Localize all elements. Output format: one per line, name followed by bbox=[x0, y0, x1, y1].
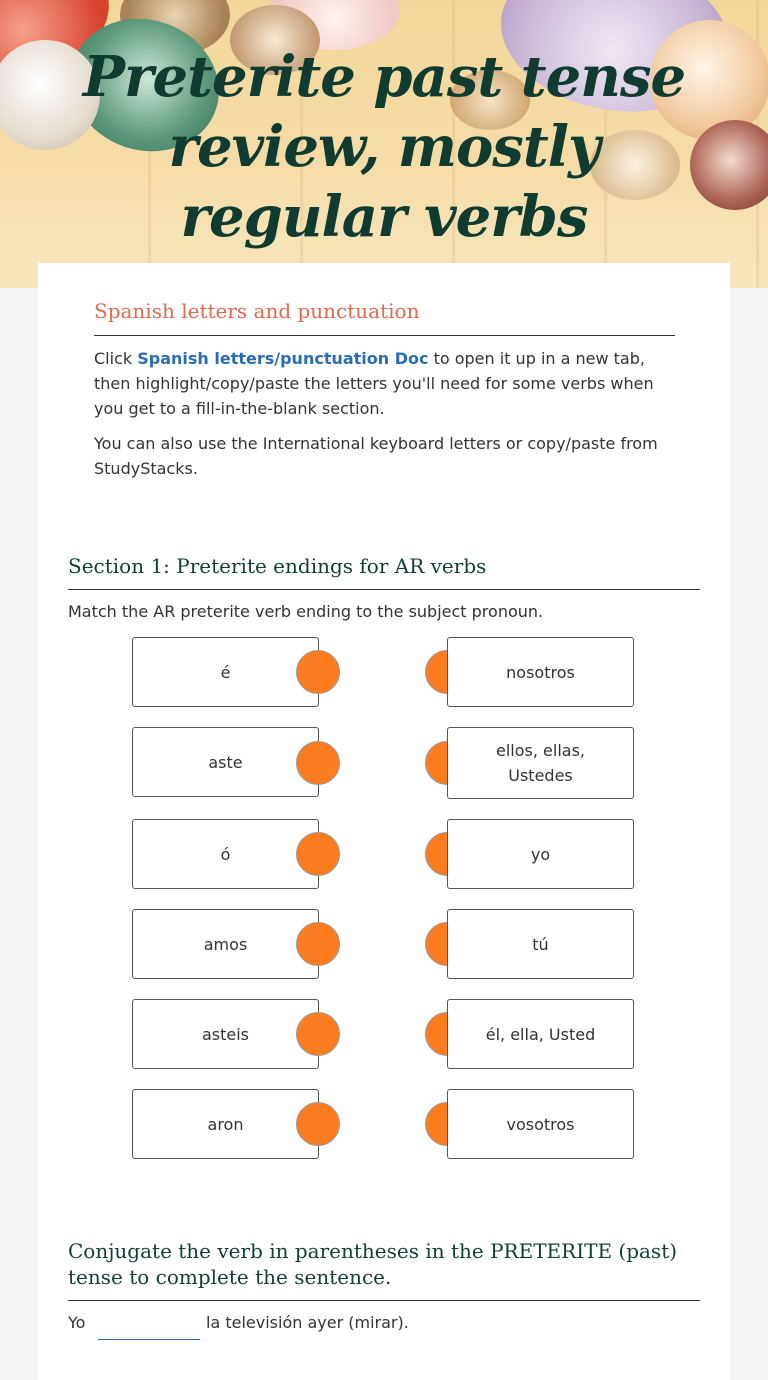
match-right-item[interactable]: yo bbox=[447, 819, 634, 889]
section-1-instruction: Match the AR preterite verb ending to the subject pronoun. bbox=[68, 602, 544, 621]
match-left-connector[interactable] bbox=[296, 922, 340, 966]
match-right-item[interactable]: nosotros bbox=[447, 637, 634, 707]
match-row bbox=[132, 1089, 636, 1159]
intro-heading: Spanish letters and punctuation bbox=[94, 299, 675, 336]
match-right-item[interactable]: ellos, ellas, Ustedes bbox=[447, 727, 634, 799]
worksheet-card bbox=[38, 263, 730, 1380]
sentence-suffix: la televisión ayer (mirar). bbox=[206, 1313, 409, 1332]
match-left-connector[interactable] bbox=[296, 650, 340, 694]
match-left-item[interactable]: é bbox=[132, 637, 319, 707]
match-left-item[interactable]: aste bbox=[132, 727, 319, 797]
match-left-item[interactable]: aron bbox=[132, 1089, 319, 1159]
match-row bbox=[132, 819, 636, 889]
conjugation-blank-input[interactable] bbox=[98, 1313, 200, 1340]
section-1-heading: Section 1: Preterite endings for AR verbs bbox=[68, 553, 700, 590]
match-left-item[interactable]: amos bbox=[132, 909, 319, 979]
letters-doc-link[interactable]: Spanish letters/punctuation Doc bbox=[137, 349, 429, 368]
intro-block bbox=[94, 299, 675, 481]
match-right-item[interactable]: vosotros bbox=[447, 1089, 634, 1159]
match-row bbox=[132, 637, 636, 707]
match-left-connector[interactable] bbox=[296, 832, 340, 876]
intro-text-suffix: to open it up in a new tab, then highlight/copy/paste the letters you'll need for some verbs when you get to a fill-in-the-blank section. bbox=[94, 349, 654, 418]
match-row bbox=[132, 727, 636, 799]
sentence-prefix: Yo bbox=[68, 1313, 86, 1332]
match-row bbox=[132, 909, 636, 979]
intro-paragraph-2: You can also use the International keyboard letters or copy/paste from StudyStacks. bbox=[94, 434, 658, 478]
section-2-heading: Conjugate the verb in parentheses in the PRETERITE (past) tense to complete the sentence. bbox=[68, 1238, 700, 1301]
section-2 bbox=[68, 1238, 700, 1301]
conjugation-sentence bbox=[68, 1313, 700, 1343]
match-left-connector[interactable] bbox=[296, 1102, 340, 1146]
header-banner bbox=[0, 0, 768, 288]
match-row bbox=[132, 999, 636, 1069]
match-left-connector[interactable] bbox=[296, 1012, 340, 1056]
page-title: Preterite past tense review, mostly regular verbs bbox=[82, 44, 686, 250]
match-right-item[interactable]: tú bbox=[447, 909, 634, 979]
match-right-item[interactable]: él, ella, Usted bbox=[447, 999, 634, 1069]
match-left-item[interactable]: ó bbox=[132, 819, 319, 889]
intro-paragraph bbox=[94, 346, 675, 421]
section-1 bbox=[68, 553, 700, 621]
match-left-connector[interactable] bbox=[296, 741, 340, 785]
match-left-item[interactable]: asteis bbox=[132, 999, 319, 1069]
intro-text-prefix: Click bbox=[94, 349, 138, 368]
